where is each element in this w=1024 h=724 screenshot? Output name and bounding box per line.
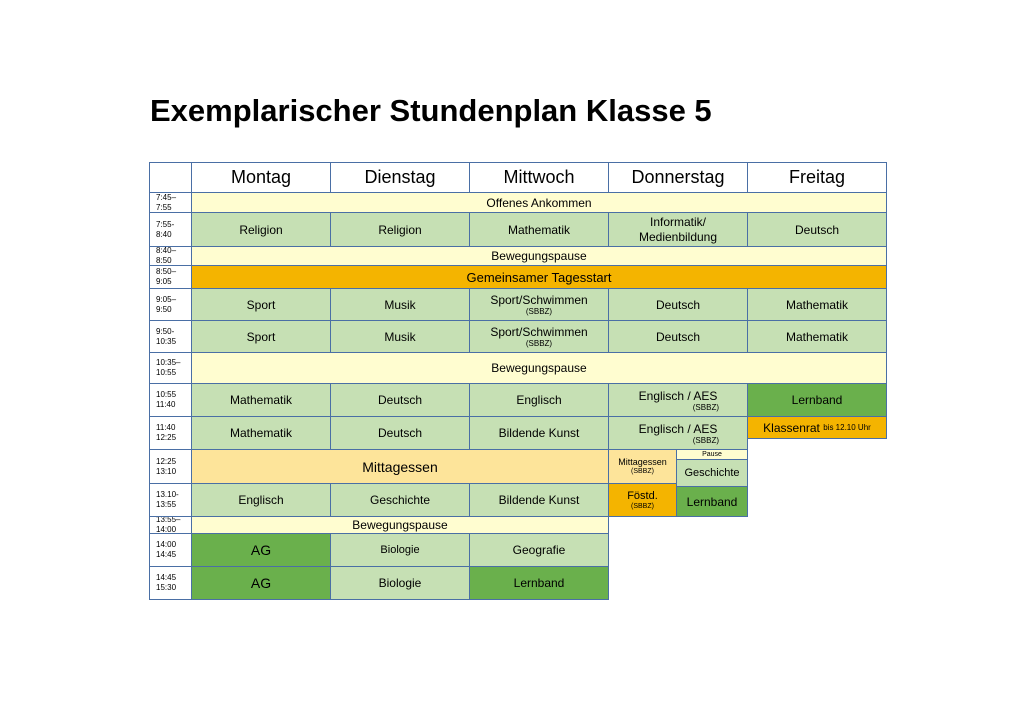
day-header-mittwoch: Mittwoch xyxy=(469,162,609,193)
corner-cell xyxy=(149,162,192,193)
lesson-cell: Sport xyxy=(191,288,331,321)
lesson-cell: Englisch xyxy=(469,383,609,417)
time-slot: 11:40 12:25 xyxy=(149,416,192,450)
klassenrat-cell: Klassenrat bis 12.10 Uhr xyxy=(747,416,887,439)
lesson-cell: Geschichte xyxy=(330,483,470,517)
lesson-cell: Sport xyxy=(191,320,331,353)
time-slot: 12:25 13:10 xyxy=(149,449,192,484)
lesson-cell: Sport/Schwimmen (SBBZ) xyxy=(469,320,609,353)
lesson-cell: Deutsch xyxy=(747,212,887,247)
lesson-cell: Musik xyxy=(330,288,470,321)
lernband-cell: Lernband xyxy=(469,566,609,600)
lernband-cell: Lernband xyxy=(676,486,748,517)
lesson-cell: Mathematik xyxy=(747,320,887,353)
band-bewegungspause: Bewegungspause xyxy=(191,352,887,384)
lesson-cell: Deutsch xyxy=(608,288,748,321)
time-slot: 9:50- 10:35 xyxy=(149,320,192,353)
lesson-cell: Mathematik xyxy=(191,416,331,450)
time-slot: 14:00 14:45 xyxy=(149,533,192,567)
lesson-cell: Religion xyxy=(191,212,331,247)
lesson-cell: Informatik/ Medienbildung xyxy=(608,212,748,247)
time-slot: 13.10- 13:55 xyxy=(149,483,192,517)
time-slot: 8:40– 8:50 xyxy=(149,246,192,266)
lesson-cell: Biologie xyxy=(330,566,470,600)
day-header-montag: Montag xyxy=(191,162,331,193)
lesson-cell: Musik xyxy=(330,320,470,353)
time-slot: 7:45– 7:55 xyxy=(149,192,192,213)
lesson-cell: Bildende Kunst xyxy=(469,483,609,517)
time-slot: 10:55 11:40 xyxy=(149,383,192,417)
lesson-cell: Religion xyxy=(330,212,470,247)
lesson-cell: Geografie xyxy=(469,533,609,567)
page-title: Exemplarischer Stundenplan Klasse 5 xyxy=(150,93,712,128)
lesson-cell: Mathematik xyxy=(191,383,331,417)
time-slot: 8:50– 9:05 xyxy=(149,265,192,289)
lesson-cell: Mathematik xyxy=(747,288,887,321)
time-slot: 7:55- 8:40 xyxy=(149,212,192,247)
day-header-donnerstag: Donnerstag xyxy=(608,162,748,193)
lesson-cell: Deutsch xyxy=(330,383,470,417)
band-bewegungspause: Bewegungspause xyxy=(191,516,609,534)
lesson-cell: Biologie xyxy=(330,533,470,567)
lesson-cell: Deutsch xyxy=(608,320,748,353)
band-tagesstart: Gemeinsamer Tagesstart xyxy=(191,265,887,289)
lesson-cell: Deutsch xyxy=(330,416,470,450)
lesson-cell: Englisch xyxy=(191,483,331,517)
time-slot: 14:45 15:30 xyxy=(149,566,192,600)
band-offenes-ankommen: Offenes Ankommen xyxy=(191,192,887,213)
ag-cell: AG xyxy=(191,566,331,600)
lesson-cell: Bildende Kunst xyxy=(469,416,609,450)
lesson-cell: Geschichte xyxy=(676,459,748,487)
foestd-cell: Föstd. (SBBZ) xyxy=(608,483,677,517)
pause-cell: Pause xyxy=(676,449,748,460)
time-slot: 13:55– 14:00 xyxy=(149,516,192,534)
lernband-cell: Lernband xyxy=(747,383,887,417)
band-mittagessen: Mittagessen xyxy=(191,449,609,484)
day-header-dienstag: Dienstag xyxy=(330,162,470,193)
lesson-cell: Sport/Schwimmen (SBBZ) xyxy=(469,288,609,321)
lesson-cell: Mathematik xyxy=(469,212,609,247)
time-slot: 10:35– 10:55 xyxy=(149,352,192,384)
lesson-cell: Englisch / AES (SBBZ) xyxy=(608,416,748,450)
ag-cell: AG xyxy=(191,533,331,567)
band-bewegungspause: Bewegungspause xyxy=(191,246,887,266)
mittagessen-sbbz-cell: Mittagessen (SBBZ) xyxy=(608,449,677,484)
time-slot: 9:05– 9:50 xyxy=(149,288,192,321)
lesson-cell: Englisch / AES (SBBZ) xyxy=(608,383,748,417)
day-header-freitag: Freitag xyxy=(747,162,887,193)
